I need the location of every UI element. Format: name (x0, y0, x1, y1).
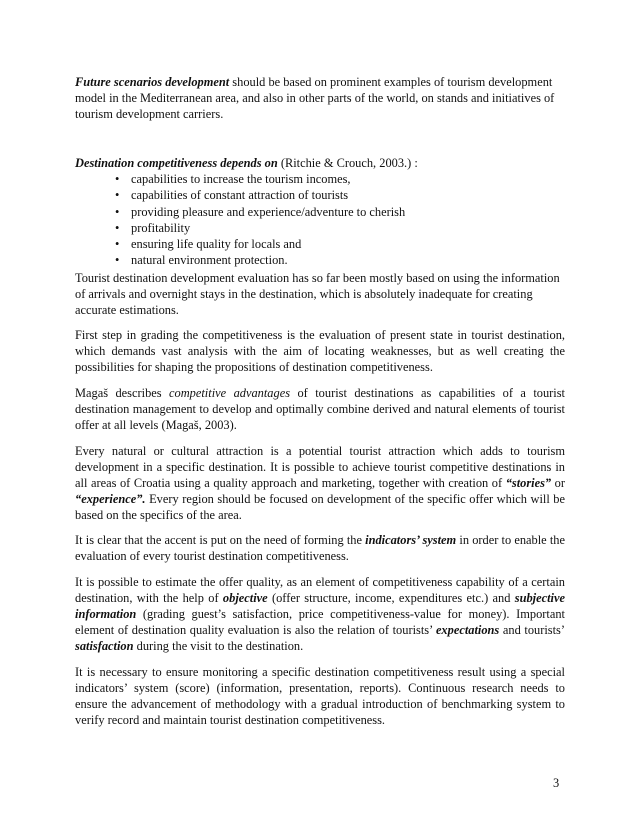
paragraph-text: in order to enable the evaluation of every tourist destination competitiveness. (75, 533, 565, 563)
list-item (75, 252, 565, 268)
term-stories: “stories” (505, 476, 552, 490)
term-expectations: expectations (435, 623, 500, 637)
list-item (75, 204, 565, 220)
bullet-icon: • (115, 172, 120, 186)
paragraph-text: of tourist destinations as capabilities of a tourist destination management to develop and optimally combine derived and natural elements of tourist offer at all levels (Magaš, 2003). (75, 386, 565, 432)
paragraph-first-step: First step in grading the competitiveness is the evaluation of present state in tourist destination, which demands vast analysis with the aim of locating weaknesses, but as well creating the possibilities for shaping the propositions of destination competitiveness. (75, 328, 565, 374)
paragraph-destination-competitiveness (75, 155, 565, 171)
bullet-icon: • (115, 204, 120, 219)
term-competitive-advantages: competitive advantages (169, 386, 291, 400)
term-subjective-information: subjective information (75, 591, 565, 621)
term-satisfaction: satisfaction (75, 639, 134, 653)
citation-text: (Ritchie & Crouch, 2003.) : (277, 156, 418, 170)
bullet-icon: • (115, 237, 120, 252)
paragraph-text: It is possible to estimate the offer quality, as an element of competitiveness capability of a certain destination, with the help of (75, 575, 565, 605)
paragraph-magas (75, 385, 565, 433)
list-item-text: capabilities to increase the tourism incomes, (131, 172, 351, 186)
paragraph-indicators-system (75, 532, 565, 564)
bullet-icon: • (115, 188, 120, 203)
term-destination-competitiveness: Destination competitiveness depends on (75, 156, 278, 170)
paragraph-text: (grading guest’s satisfaction, price competitiveness-value for money). Important element of destination quality evaluation is also the relation of tourists’ (75, 607, 565, 637)
list-item (75, 236, 565, 252)
paragraph-text: during the visit to the destination. (133, 639, 304, 653)
list-item-text: capabilities of constant attraction of tourists (131, 188, 349, 203)
term-experience: “experience”. (75, 492, 146, 506)
list-item-text: ensuring life quality for locals and (131, 237, 302, 252)
paragraph-attractions (75, 443, 565, 523)
list-item (75, 171, 565, 187)
competitiveness-factors-list (75, 171, 565, 269)
term-future-scenarios: Future scenarios development (75, 75, 230, 89)
paragraph-text: Every region should be focused on development of the specific offer which will be based on the specifics of the area. (75, 492, 565, 522)
paragraph-text: Every natural or cultural attraction is a potential tourist attraction which adds to tourism development in a specific destination. It is possible to achieve tourist competitive destinations in all areas of Croatia using a quality approach and marketing, together with creation of (75, 444, 565, 490)
paragraph-evaluation-history: Tourist destination development evaluation has so far been mostly based on using the information of arrivals and overnight stays in the destination, which is absolutely inadequate for creating accurate estimations. (75, 271, 560, 317)
bullet-icon: • (115, 253, 120, 268)
paragraph-text: and tourists’ (499, 623, 566, 637)
list-item-text: natural environment protection. (131, 253, 288, 268)
paragraph-monitoring: It is necessary to ensure monitoring a specific destination competitiveness result using a special indicators’ system (score) (information, presentation, reports). Continuous research needs to ensure the advancement of methodology with a gradual introduction of benchmarking system to verify record and maintain tourist destination competitiveness. (75, 665, 565, 727)
term-indicators-system: indicators’ system (365, 533, 457, 547)
paragraph-text: (offer structure, income, expenditures etc.) and (267, 591, 515, 605)
bullet-icon: • (115, 220, 120, 235)
paragraph-text: It is clear that the accent is put on the need of forming the (75, 533, 366, 547)
paragraph-text: should be based on prominent examples of tourism development model in the Mediterranean area, and also in other parts of the world, on stands and initiatives of tourism development carriers. (75, 75, 555, 121)
paragraph-text: Magaš describes (75, 386, 170, 400)
term-objective: objective (222, 591, 268, 605)
list-item-text: profitability (131, 220, 191, 235)
list-item-text: providing pleasure and experience/adventure to cherish (131, 204, 406, 219)
page-number: 3 (553, 776, 560, 790)
paragraph-future-scenarios (75, 74, 565, 122)
list-item (75, 187, 565, 203)
paragraph-text: or (551, 476, 566, 490)
paragraph-offer-quality (75, 574, 565, 654)
list-item (75, 220, 565, 236)
